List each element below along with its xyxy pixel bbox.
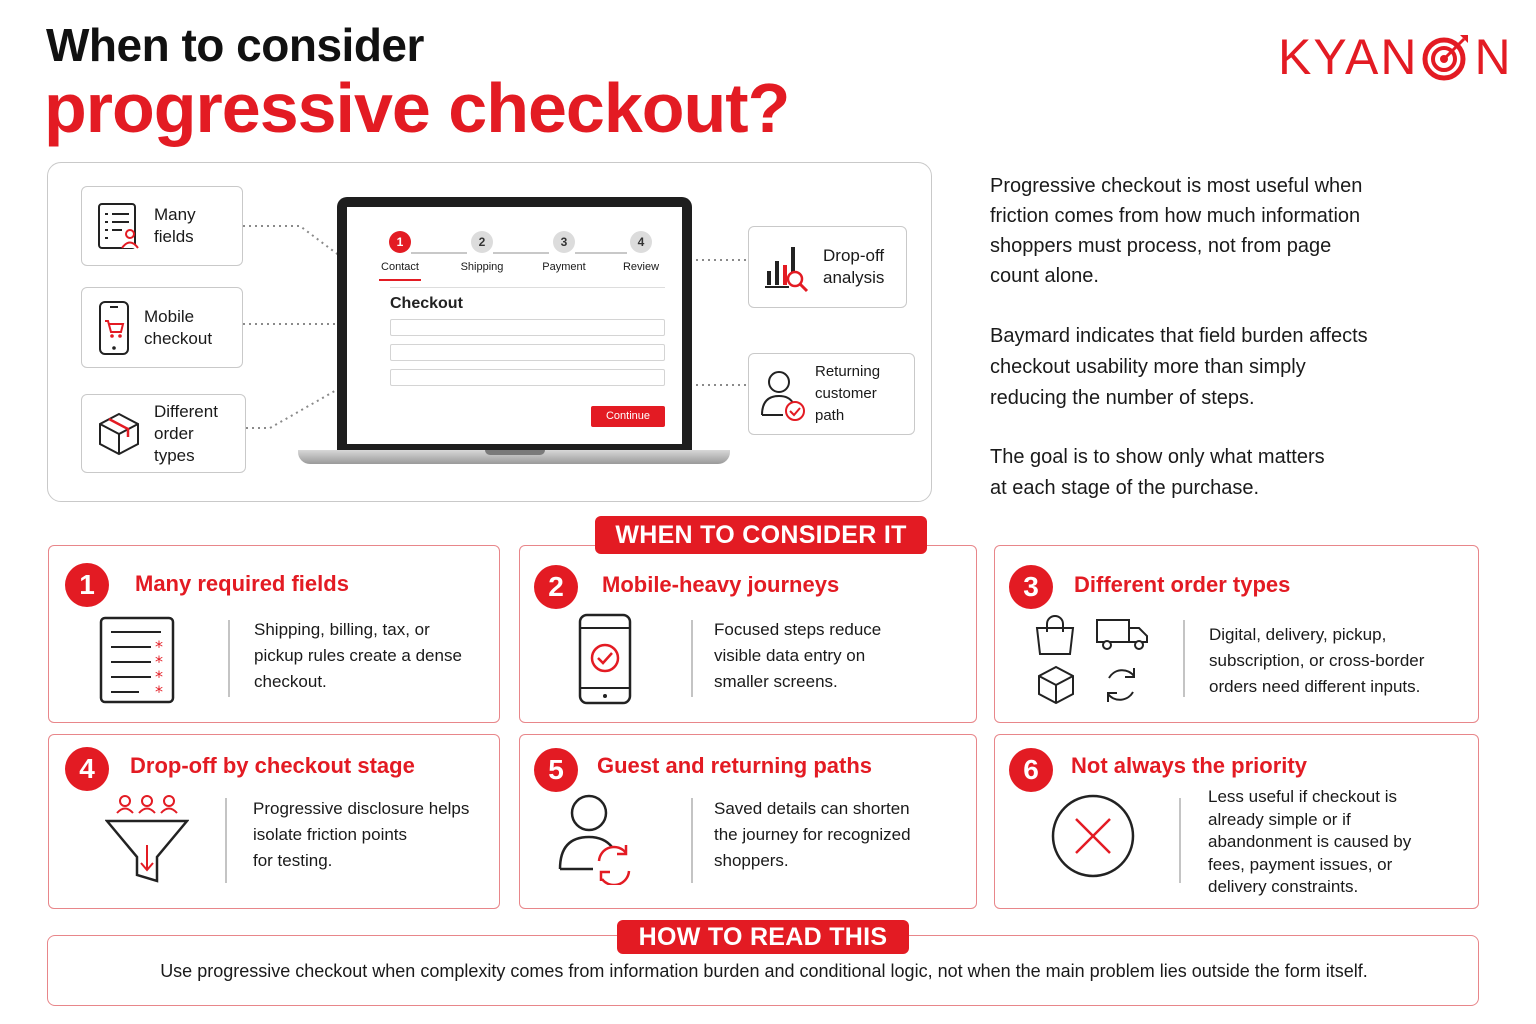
mobile-check-icon	[577, 612, 633, 706]
package-icon	[1035, 664, 1077, 706]
page-title-line2: progressive checkout?	[44, 69, 790, 147]
intro-paragraph-1	[990, 171, 1362, 291]
kyanon-logo	[1278, 28, 1513, 86]
divider	[390, 287, 665, 288]
text-line: Progressive checkout is most useful when	[990, 175, 1363, 197]
card-title: Not always the priority	[1071, 753, 1307, 778]
separator	[691, 620, 693, 697]
card-mobile-heavy-journeys	[519, 545, 977, 723]
text-line: Shipping, billing, tax, or	[254, 620, 430, 639]
card-description	[254, 617, 462, 695]
separator	[225, 798, 227, 883]
feature-label-line1: Many	[154, 205, 196, 224]
target-logo-icon	[1420, 31, 1472, 83]
text-line: checkout.	[254, 672, 327, 691]
step-payment[interactable]	[529, 231, 599, 273]
separator	[1179, 798, 1181, 883]
user-refresh-icon	[557, 793, 639, 885]
card-description	[714, 796, 911, 874]
text-line: fees, payment issues, or	[1208, 854, 1393, 874]
card-number-badge: 1	[65, 563, 109, 607]
intro-paragraph-3	[990, 442, 1325, 504]
continue-button[interactable]: Continue	[591, 406, 665, 427]
card-title: Drop-off by checkout stage	[130, 753, 415, 778]
card-many-required-fields	[48, 545, 500, 723]
text-line: Digital, delivery, pickup,	[1209, 625, 1387, 644]
card-description	[1208, 786, 1411, 899]
text-line: Saved details can shorten	[714, 799, 910, 818]
step-number: 3	[553, 231, 575, 253]
card-title: Mobile-heavy journeys	[602, 572, 840, 597]
text-line: smaller screens.	[714, 672, 838, 691]
feature-label-line2: fields	[154, 227, 194, 246]
text-line: the journey for recognized	[714, 825, 911, 844]
svg-text:*: *	[155, 637, 163, 656]
checkout-form-mock	[347, 207, 682, 444]
text-line: delivery constraints.	[1208, 877, 1359, 896]
step-number: 4	[630, 231, 652, 253]
feature-label-line1: Returning	[815, 363, 881, 380]
card-title: Different order types	[1074, 572, 1291, 597]
step-number: 1	[389, 231, 411, 253]
text-line: count alone.	[990, 265, 1099, 287]
feature-label-line2: checkout	[144, 328, 213, 348]
card-number-badge: 5	[534, 748, 578, 792]
step-review[interactable]	[606, 231, 676, 273]
card-drop-off-by-checkout-stage	[48, 734, 500, 909]
text-line: abandonment is caused by	[1208, 832, 1412, 851]
funnel-users-icon	[105, 793, 189, 885]
text-line: pickup rules create a dense	[254, 646, 462, 665]
text-line: checkout usability more than simply	[990, 356, 1306, 378]
logo-text-left: KYAN	[1278, 29, 1419, 85]
svg-text:*: *	[155, 682, 163, 701]
how-to-read-text: Use progressive checkout when complexity comes from information burden and conditional logic, not when the main problem lies outside the form itself.	[160, 961, 1368, 981]
form-field-1[interactable]	[390, 319, 665, 336]
text-line: visible data entry on	[714, 646, 866, 665]
step-label: Shipping	[460, 261, 504, 273]
text-line: for testing.	[253, 851, 333, 870]
text-line: Progressive disclosure helps	[253, 799, 470, 818]
text-line: Baymard indicates that field burden affects	[990, 325, 1368, 347]
svg-text:*: *	[155, 667, 163, 686]
separator	[228, 620, 230, 697]
logo-text-right: N	[1474, 29, 1513, 85]
feature-label-line2: analysis	[823, 268, 885, 287]
text-line: orders need different inputs.	[1209, 677, 1421, 696]
text-line: shoppers must process, not from page	[990, 235, 1332, 257]
recurring-icon	[1101, 664, 1141, 706]
delivery-truck-icon	[1095, 616, 1151, 652]
step-label: Review	[622, 261, 660, 273]
form-field-3[interactable]	[390, 369, 665, 386]
feature-label-line2: order types	[154, 423, 195, 465]
separator	[1183, 620, 1185, 697]
step-shipping[interactable]	[447, 231, 517, 273]
text-line: reducing the number of steps.	[990, 387, 1255, 409]
when-to-consider-heading: WHEN TO CONSIDER IT	[595, 516, 927, 554]
card-number-badge: 2	[534, 565, 578, 609]
card-not-always-the-priority	[994, 734, 1479, 909]
card-number-badge: 3	[1009, 565, 1053, 609]
text-line: Less useful if checkout is	[1208, 787, 1397, 806]
feature-label-line1: Different	[154, 401, 218, 421]
card-guest-and-returning-paths	[519, 734, 977, 909]
svg-text:*: *	[155, 652, 163, 671]
how-to-read-heading: HOW TO READ THIS	[617, 920, 909, 954]
feature-label-line1: Drop-off	[823, 246, 885, 265]
active-step-underline	[379, 279, 421, 281]
card-number-badge: 6	[1009, 748, 1053, 792]
laptop-notch	[485, 450, 545, 455]
feature-label-line2: customer path	[815, 385, 877, 424]
card-description	[253, 796, 469, 874]
text-line: The goal is to show only what matters	[990, 446, 1325, 468]
card-number-badge: 4	[65, 747, 109, 791]
form-required-icon	[99, 616, 177, 704]
step-number: 2	[471, 231, 493, 253]
card-description	[1209, 622, 1424, 700]
text-line: already simple or if	[1208, 809, 1351, 829]
step-label: Contact	[381, 261, 419, 273]
text-line: friction comes from how much information	[990, 205, 1361, 227]
card-title: Many required fields	[135, 571, 349, 596]
step-label: Payment	[542, 261, 586, 273]
x-circle-icon	[1050, 793, 1136, 879]
laptop-screen	[337, 197, 692, 452]
card-different-order-types	[994, 545, 1479, 723]
step-contact[interactable]	[365, 231, 435, 281]
page-title-line1: When to consider	[46, 19, 424, 71]
text-line: isolate friction points	[253, 825, 408, 844]
feature-label-line1: Mobile	[144, 306, 195, 326]
form-title: Checkout	[390, 295, 463, 312]
text-line: subscription, or cross-border	[1209, 651, 1425, 670]
shopping-bag-icon	[1033, 614, 1077, 656]
card-title: Guest and returning paths	[597, 753, 873, 778]
card-description	[714, 617, 881, 695]
text-line: Focused steps reduce	[714, 620, 882, 639]
separator	[691, 798, 693, 883]
text-line: shoppers.	[714, 851, 789, 870]
form-field-2[interactable]	[390, 344, 665, 361]
text-line: at each stage of the purchase.	[990, 477, 1260, 499]
intro-paragraph-2	[990, 321, 1368, 414]
